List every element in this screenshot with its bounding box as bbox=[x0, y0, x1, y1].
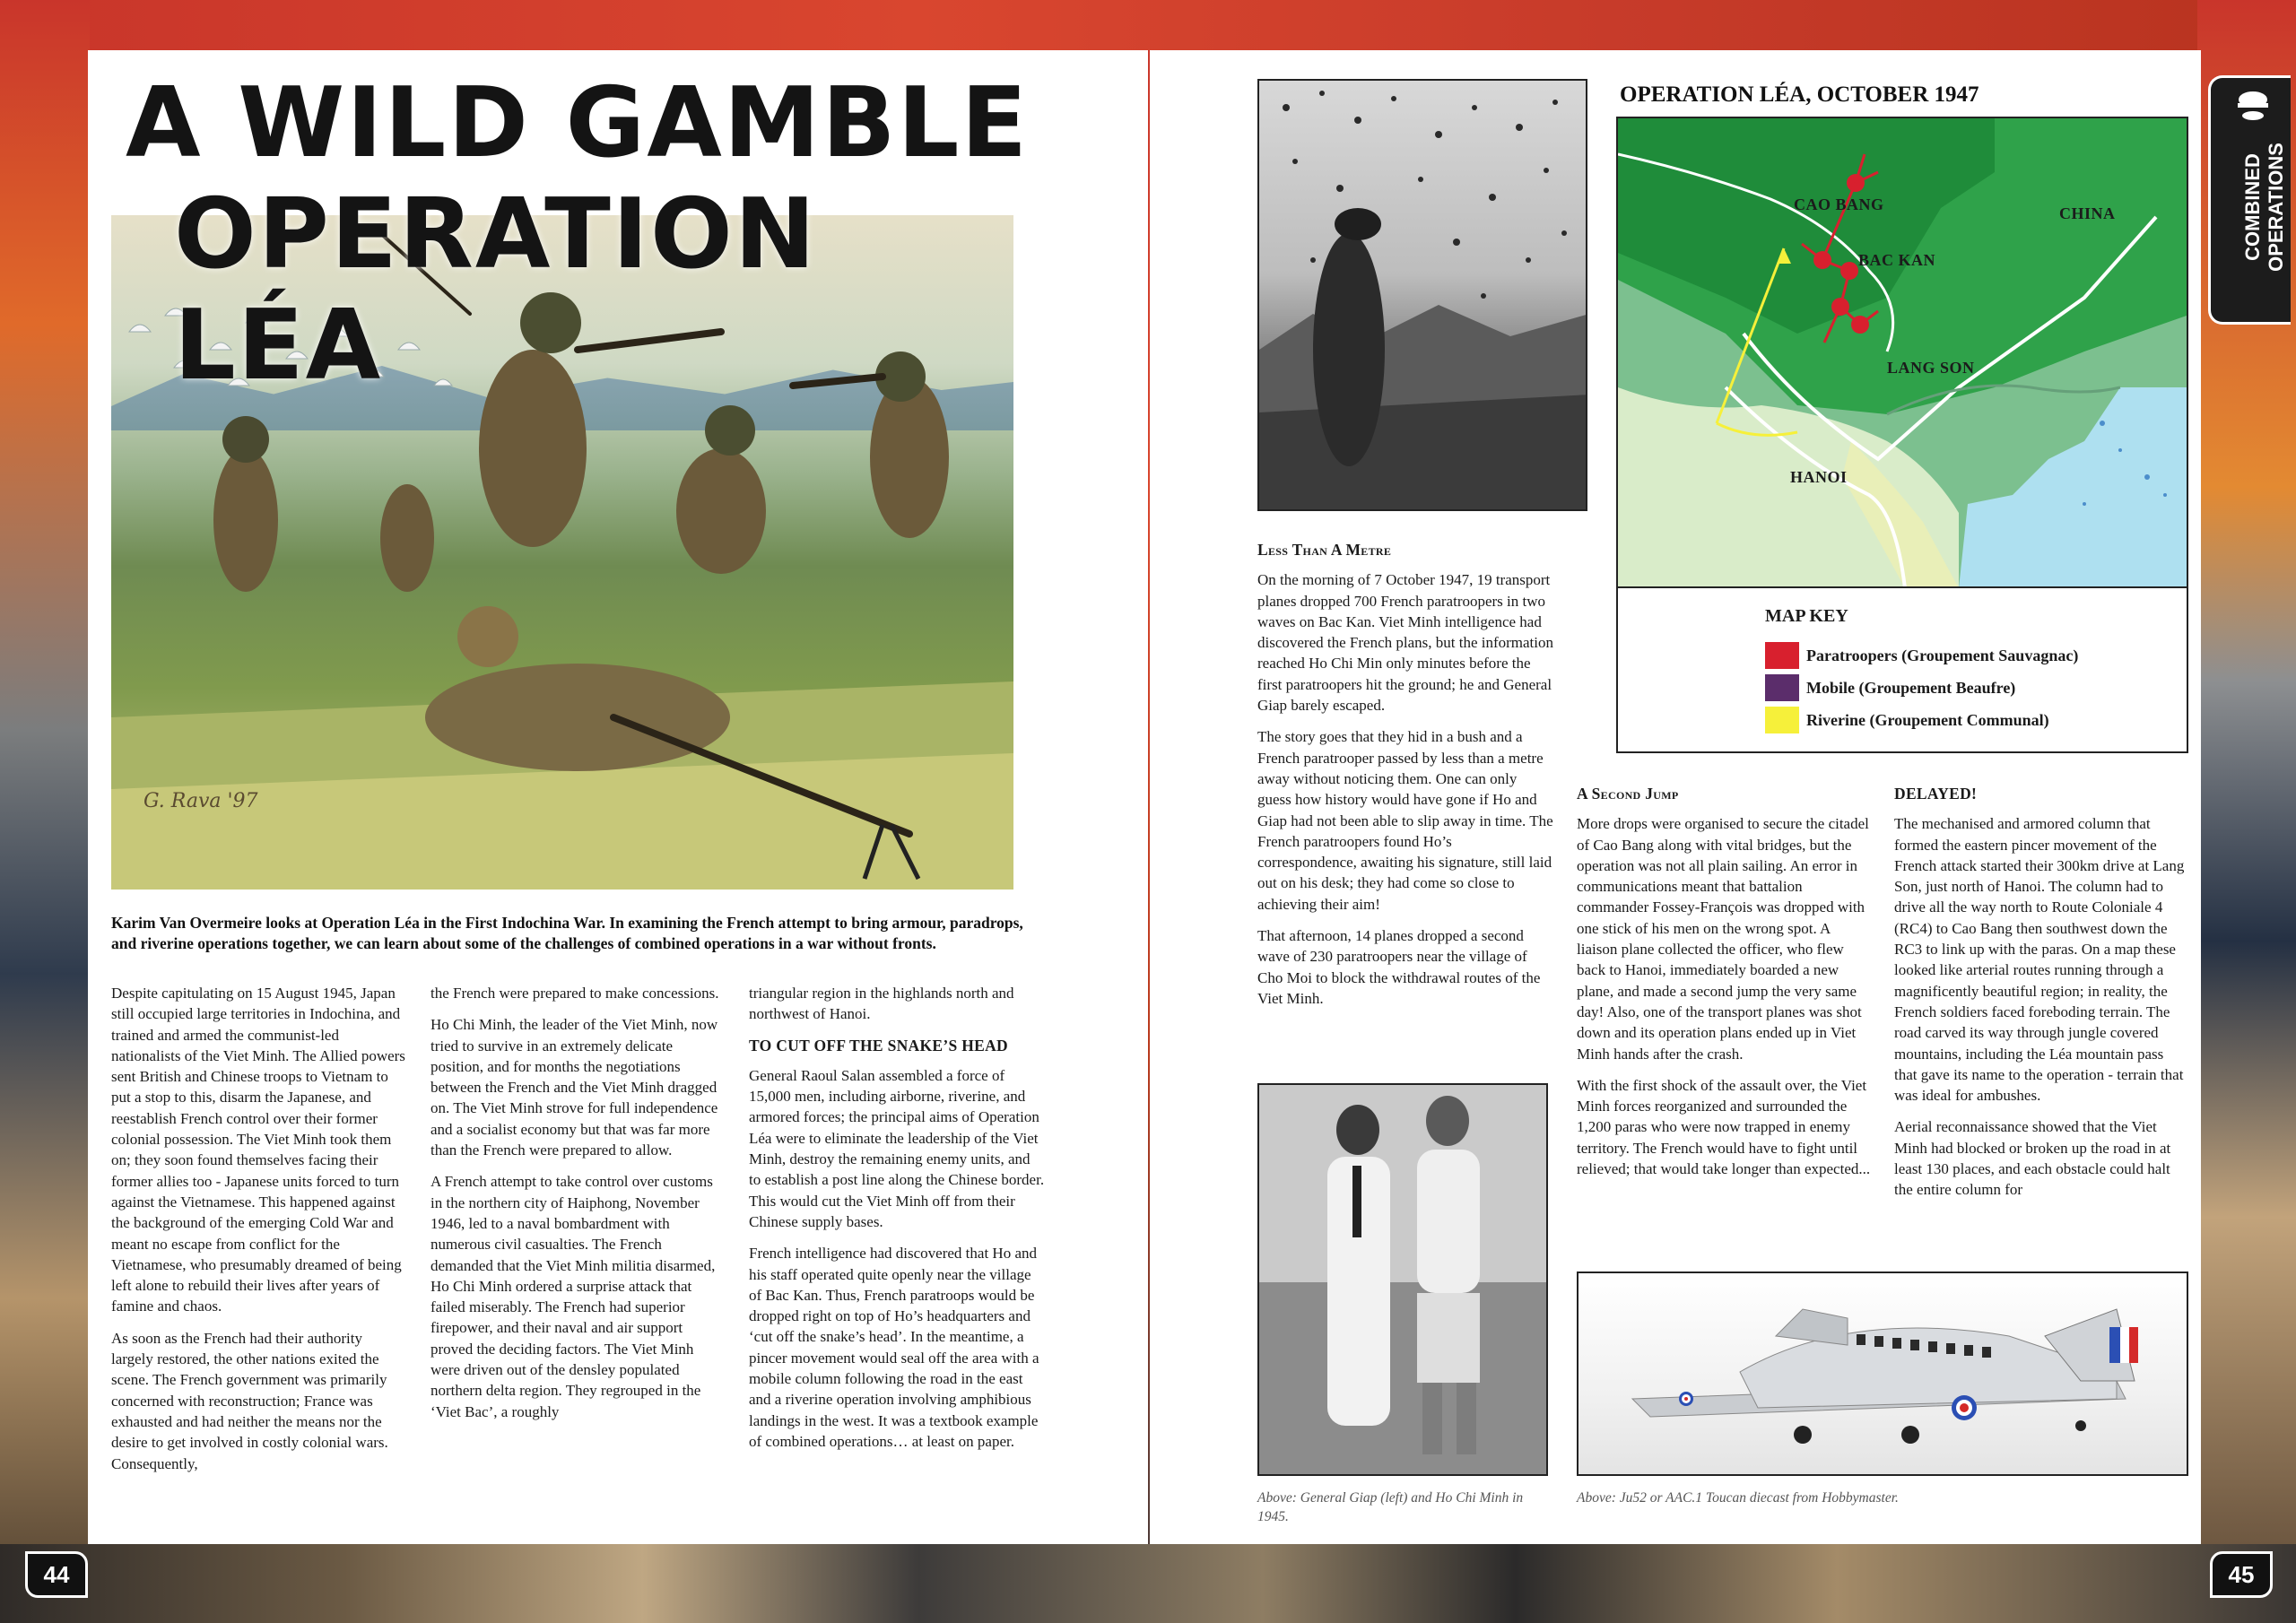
paragraph: That afternoon, 14 planes dropped a second wave of 230 paratroopers near the village of Cho Moi to block the withdrawal routes of the Viet Minh. bbox=[1257, 927, 1541, 1007]
map-key-label: Paratroopers (Groupement Sauvagnac) bbox=[1806, 646, 2079, 664]
paragraph: On the morning of 7 October 1947, 19 transport planes dropped 700 French paratroopers in two waves on Bac Kan. Viet Minh intelligence had discovered the French plans, but the information reached Ho Chi Min only minutes before the first paratroopers hit the ground; he and General Giap barely escaped. bbox=[1257, 571, 1553, 715]
background-top bbox=[0, 0, 2296, 50]
paragraph: The story goes that they hid in a bush and a French paratrooper passed by less than a metre away without noticing them. One can only guess how history would have gone if Ho and Giap had not been able to slip away in time. The French paratroopers found Ho’s correspondence, awaiting his signature, still laid out on his desk; they had come so close to achieving their aim! bbox=[1257, 728, 1553, 913]
giap-and-ho-photo bbox=[1257, 1083, 1548, 1476]
section-heading: DELAYED! bbox=[1894, 785, 1978, 803]
background-left-artwork bbox=[0, 0, 90, 1623]
section-heading: Less Than A Metre bbox=[1257, 541, 1392, 559]
section-heading: TO CUT OFF THE SNAKE’S HEAD bbox=[749, 1036, 1008, 1055]
paragraph: French intelligence had discovered that Ho and his staff operated quite openly near the village of Bac Kan. Thus, French paratroops would be dropped right on top of Ho’s headquarters and ‘cut off the snake’s head’. In the meantime, a pincer movement would seal off the area with a mobile column following the road in the east and a riverine operation involving amphibious landings in the west. It was a textbook example of combined operations… at least on paper. bbox=[749, 1245, 1039, 1450]
paragraph: General Raoul Salan assembled a force of 15,000 men, including airborne, riverine, and armored forces; the principal aims of Operation Léa were to eliminate the leadership of the Viet Minh, destroy the remaining enemy units, and to establish a post line along the Chinese border. This would cut the Viet Minh off from their Chinese supply bases. bbox=[749, 1066, 1045, 1230]
map-key-item bbox=[1765, 642, 2078, 669]
caption-plane: Above: Ju52 or AAC.1 Toucan diecast from Hobbymaster. bbox=[1577, 1490, 1899, 1506]
map-key-label: Riverine (Groupement Communal) bbox=[1806, 710, 2049, 729]
paragraph: With the first shock of the assault over, the Viet Minh forces reorganized and surrounded the 1,200 paras who were now trapped in enemy territory. The French would have to fight until relieved; that would take longer than expected... bbox=[1577, 1076, 1871, 1178]
side-tab-label bbox=[2223, 69, 2296, 318]
paratrooper-drop-photo bbox=[1257, 79, 1587, 511]
side-tab-line-2: OPERATIONS bbox=[2265, 143, 2287, 272]
paragraph: Despite capitulating on 15 August 1945, Japan still occupied large territories in Indochina, and trained and armed the communist-led nationalists of the Viet Minh. The Allied powers sent British and Chinese troops to Vietnam to put a stop to this, disarm the Japanese, and reestablish French control over their former colonial possession. The Viet Minh took them on; they soon found themselves facing their former allies too - Japanese units forced to turn against the Vietnamese. This happened against the background of the emerging Cold War and meant no escape from conflict for the Vietnamese, who presumably dreamed of being left alone to rebuild their lives after years of famine and chaos. bbox=[111, 985, 405, 1315]
right-column-3 bbox=[1894, 784, 2190, 1211]
article-lede: Karim Van Overmeire looks at Operation Léa in the First Indochina War. In examining the French attempt to bring armour, paradrops, and riverine operations together, we can learn about some of the challenges of combined operations in a war without fronts. bbox=[111, 914, 1023, 952]
map-key-label: Mobile (Groupement Beaufre) bbox=[1806, 678, 2016, 697]
map-area bbox=[1618, 118, 2187, 588]
background-bottom-artwork bbox=[0, 1544, 2296, 1623]
body-column-1 bbox=[111, 983, 407, 1485]
map-label-cao-bang: CAO BANG bbox=[1794, 195, 1884, 213]
headline-line-1: A WILD GAMBLE bbox=[126, 67, 1030, 179]
paragraph: the French were prepared to make concessions. bbox=[430, 985, 719, 1002]
diecast-plane-photo bbox=[1577, 1271, 2188, 1476]
operation-map bbox=[1616, 117, 2188, 753]
body-column-3 bbox=[749, 983, 1045, 1462]
side-tab-line-1: COMBINED bbox=[2241, 153, 2264, 261]
swatch-paratroopers bbox=[1765, 642, 1799, 669]
illustration-signature: G. Rava '97 bbox=[144, 790, 258, 812]
article-headline bbox=[126, 68, 1040, 402]
section-heading: A Second Jump bbox=[1577, 785, 1679, 803]
paragraph: More drops were organised to secure the citadel of Cao Bang along with vital bridges, but the operation was not all plain sailing. An error in communications meant that battalion commander Fossey-François was dropped with one stick of his men on the wrong spot. A liaison plane collected the officer, who flew back to Hanoi, immediately boarded a new plane, and made a second jump the very same day! Also, one of the transport planes was shot down and its operation plans ended up in Viet Minh hands after the crash. bbox=[1577, 815, 1869, 1063]
map-title: OPERATION LÉA, OCTOBER 1947 bbox=[1620, 82, 1979, 107]
right-column-2 bbox=[1577, 784, 1873, 1190]
map-label-bac-kan: BAC KAN bbox=[1858, 251, 1936, 269]
map-key-item bbox=[1765, 707, 2049, 733]
paragraph: triangular region in the highlands north and northwest of Hanoi. bbox=[749, 985, 1014, 1023]
map-key-title: MAP KEY bbox=[1765, 606, 1848, 626]
caption-leaders: Above: General Giap (left) and Ho Chi Minh in 1945. bbox=[1257, 1490, 1524, 1524]
map-label-lang-son: LANG SON bbox=[1887, 359, 1975, 377]
paragraph: Ho Chi Minh, the leader of the Viet Minh, now tried to survive in an extremely delicate position, and for months the negotiations between the French and the Viet Minh dragged on. The Viet Minh strove for full independence and a socialist economy but that was far more than the French were prepared to allow. bbox=[430, 1016, 718, 1159]
page-number-left: 44 bbox=[25, 1551, 88, 1598]
section-side-tab bbox=[2208, 75, 2291, 325]
map-label-china: CHINA bbox=[2059, 204, 2116, 222]
paragraph: As soon as the French had their authority largely restored, the other nations exited the scene. The French government was primarily concerned with reconstruction; France was exhausted and had neither the means nor the desire to get involved in costly colonial wars. Consequently, bbox=[111, 1329, 388, 1472]
paragraph: A French attempt to take control over customs in the northern city of Haiphong, November 1946, led to a naval bombardment with numerous civil casualties. The French demanded that the Viet Minh militia disarmed, Ho Chi Minh ordered a surprise attack that failed miserably. The French had superior firepower, and their naval and air support proved the deciding factors. The Viet Minh were driven out of the densley populated northern delta region. They regrouped in the ‘Viet Bac’, a roughly bbox=[430, 1173, 716, 1420]
swatch-riverine bbox=[1765, 707, 1799, 733]
map-label-hanoi: HANOI bbox=[1790, 468, 1848, 486]
body-column-2 bbox=[430, 983, 726, 1433]
paragraph: The mechanised and armored column that formed the eastern pincer movement of the French attack started their 300km drive at Lang Son, just north of Hanoi. The column had to drive all the way north to Route Coloniale 4 (RC4) to Cao Bang then southwest down the RC3 to link up with the paras. On a map these looked like arterial routes running through a magnificently beautiful region; in reality, the French soldiers faced foreboding terrain. The road carved its way through jungle covered mountains, including the Léa mountain pass that gave its name to the operation - terrain that was ideal for ambushes. bbox=[1894, 815, 2185, 1105]
paragraph: Aerial reconnaissance showed that the Viet Minh had blocked or broken up the road in at least 130 places, and each obstacle could halt the entire column for bbox=[1894, 1118, 2171, 1199]
swatch-mobile bbox=[1765, 674, 1799, 701]
headline-line-2: OPERATION LÉA bbox=[174, 178, 818, 402]
page-number-right: 45 bbox=[2210, 1551, 2273, 1598]
map-key-item bbox=[1765, 674, 2015, 701]
right-column-1 bbox=[1257, 540, 1553, 1020]
